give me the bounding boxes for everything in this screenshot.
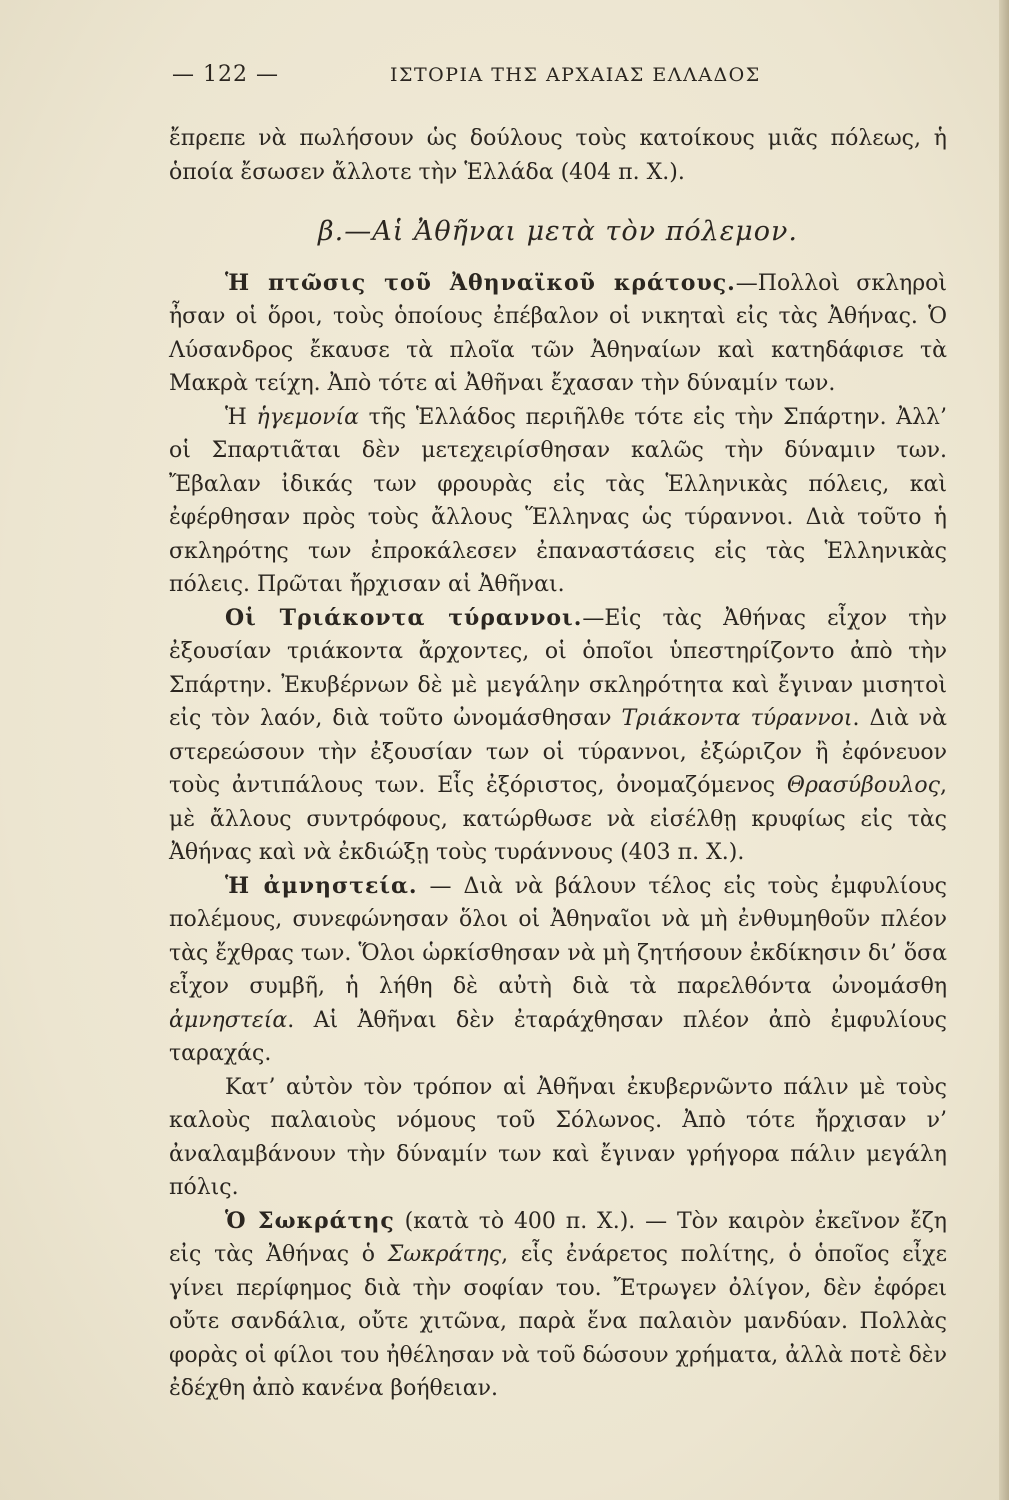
paragraph-solon: Κατ’ αὐτὸν τὸν τρόπον αἱ Ἀθῆναι ἐκυβερνῶντο πάλιν μὲ τοὺς καλοὺς παλαιοὺς νόμους τοῦ Σόλωνος. Ἀπὸ τότε ἤρχισαν ν’ ἀναλαμβάνουν τὴν δύναμίν των καὶ ἔγιναν γρήγορα πάλιν μεγάλη πόλις. <box>169 1074 947 1200</box>
thirty-text-3: , μὲ ἄλλους συντρόφους, κατώρθωσε νὰ εἰσέλθῃ κρυφίως εἰς τὰς Ἀθήνας καὶ νὰ ἐκδιώξῃ τοὺς τυράννους (403 π. Χ.). <box>169 773 947 865</box>
socrates-text-1: (κατὰ τὸ 400 π. Χ.). — Τὸν καιρὸν ἐκεῖνον ἔζη εἰς τὰς Ἀθήνας ὁ <box>169 1208 947 1267</box>
rubric-amnesty: Ἡ ἀμνηστεία. <box>225 872 418 899</box>
intro-paragraph: ἔπρεπε νὰ πωλήσουν ὡς δούλους τοὺς κατοίκους μιᾶς πόλεως, ἡ ὁποία ἔσωσεν ἄλλοτε τὴν Ἑλλάδα (404 π. Χ.). <box>169 126 947 185</box>
paragraph-socrates <box>169 1205 947 1406</box>
socrates-em: Σωκράτης <box>387 1242 502 1267</box>
paragraph-thirty-tyrants <box>169 602 947 870</box>
page-number: — 122 — <box>172 62 279 87</box>
thirty-text-1: —Εἰς τὰς Ἀθήνας εἶχον τὴν ἐξουσίαν τριάκοντα ἄρχοντες, οἱ ὁποῖοι ὑπεστηρίζοντο ἀπὸ τὴν Σπάρτην. Ἐκυβέρνων δὲ μὲ μεγάλην σκληρότητα καὶ ἔγιναν μισητοὶ εἰς τὸν λαόν, διὰ τοῦτο ὠνομάσθησαν <box>169 605 947 731</box>
rubric-fall: Ἡ πτῶσις τοῦ Ἀθηναϊκοῦ κράτους. <box>225 269 736 296</box>
paragraph-fall <box>169 267 947 401</box>
amnesty-text-1: — Διὰ νὰ βάλουν τέλος εἰς τοὺς ἐμφυλίους πολέμους, συνεφώνησαν ὅλοι οἱ Ἀθηναῖοι νὰ μὴ ἐνθυμηθοῦν πλέον τὰς ἔχθρας των. Ὅλοι ὡρκίσθησαν νὰ μὴ ζητήσουν ἐκδίκησιν δι’ ὅσα εἶχον συμβῆ, ἡ λήθη δὲ αὐτὴ διὰ τὰ παρελθόντα ὠνομάσθη <box>169 873 948 999</box>
paragraph-amnesty <box>169 870 947 1071</box>
hegemony-text: τῆς Ἑλλάδος περιῆλθε τότε εἰς τὴν Σπάρτην. Ἀλλ’ οἱ Σπαρτιᾶται δὲν μετεχειρίσθησαν καλῶς τὴν δύναμιν των. Ἔβαλαν ἰδικάς των φρουρὰς εἰς τὰς Ἑλληνικὰς πόλεις, καὶ ἐφέρθησαν πρὸς τοὺς ἄλλους Ἕλληνας ὡς τύραννοι. Διὰ τοῦτο ἡ σκληρότης των ἐπροκάλεσεν ἐπαναστάσεις εἰς τὰς Ἑλληνικὰς πόλεις. Πρῶται ἤρχισαν αἱ Ἀθῆναι. <box>169 404 947 597</box>
thirty-em-1: Τριάκοντα τύραννοι <box>621 706 853 731</box>
thirty-em-2: Θρασύβουλος <box>786 773 940 798</box>
rubric-thirty: Οἱ Τριάκοντα τύραννοι. <box>225 604 583 631</box>
running-title: ΙΣΤΟΡΙΑ ΤΗΣ ΑΡΧΑΙΑΣ ΕΛΛΑΔΟΣ <box>390 64 761 86</box>
hegemony-em: ἡγεμονία <box>256 404 359 430</box>
amnesty-text-2: . Αἱ Ἀθῆναι δὲν ἐταράχθησαν πλέον ἀπὸ ἐμφυλίους ταραχάς. <box>169 1007 947 1066</box>
section-title: β.—Αἱ Ἀθῆναι μετὰ τὸν πόλεμον. <box>318 216 798 247</box>
rubric-socrates: Ὁ Σωκράτης <box>225 1207 395 1234</box>
socrates-text-2: , εἷς ἐνάρετος πολίτης, ὁ ὁποῖος εἶχε γίνει περίφημος διὰ τὴν σοφίαν του. Ἔτρωγεν ὀλίγον, δὲν ἐφόρει οὔτε σανδάλια, οὔτε χιτῶνα, παρὰ ἕνα παλαιὸν μανδύαν. Πολλὰς φορὰς οἱ φίλοι του ἠθέλησαν νὰ τοῦ δώσουν χρήματα, ἀλλὰ ποτὲ δὲν ἐδέχθη ἀπὸ κανένα βοήθειαν. <box>169 1242 947 1401</box>
page-header <box>172 62 852 92</box>
page-edge <box>999 0 1009 1500</box>
amnesty-em: ἀμνηστεία <box>169 1007 288 1033</box>
hegemony-lead: Ἡ <box>225 404 257 430</box>
thirty-text-2: . Διὰ νὰ στερεώσουν τὴν ἐξουσίαν των οἱ τύραννοι, ἐξώριζον ἢ ἐφόνευον τοὺς ἀντιπάλους των. Εἷς ἐξόριστος, ὀνομαζόμενος <box>169 706 947 798</box>
body-text <box>169 122 947 1406</box>
paragraph-hegemony <box>169 401 947 602</box>
fall-text: —Πολλοὶ σκληροὶ ἦσαν οἱ ὅροι, τοὺς ὁποίους ἐπέβαλον οἱ νικηταὶ εἰς τὰς Ἀθήνας. Ὁ Λύσανδρος ἔκαυσε τὰ πλοῖα τῶν Ἀθηναίων καὶ κατηδάφισε τὰ Μακρὰ τείχη. Ἀπὸ τότε αἱ Ἀθῆναι ἔχασαν τὴν δύναμίν των. <box>169 270 947 396</box>
